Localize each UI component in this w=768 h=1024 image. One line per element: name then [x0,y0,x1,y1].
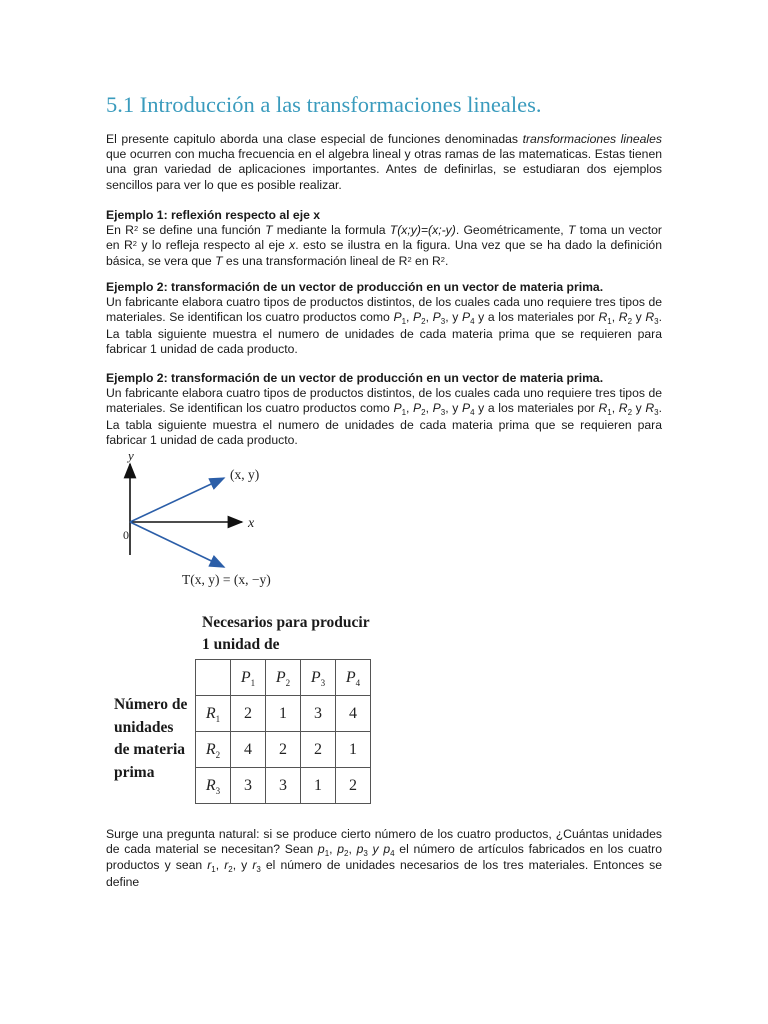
vector-arrow [130,478,224,522]
table-title-line-2: 1 unidad de [202,636,280,653]
table-corner-cell [196,660,231,696]
table-cell: 2 [301,732,336,768]
example-1-body: En $R^2$ se define una función T mediante la formula T(x;y)=(x;-y). Geométricamente, T toma un vector en $R^2$ y lo refleja respecto al eje x. esto se ilustra en la figura. Una vez que se ha dado la definición básica, se vera que T es una transformación lineal de $R^2$ en $R^2$. [106,223,662,268]
example-1 [106,208,662,269]
table-header-row [196,660,371,696]
col-header: $P_1$ [231,660,266,696]
example-2-repeat [106,371,662,448]
reflection-figure [108,450,298,590]
row-header: $R_2$ [196,732,231,768]
intro-paragraph [106,132,662,193]
col-header: $P_4$ [336,660,371,696]
vector-label: (x, y) [230,467,260,482]
table-cell: 1 [336,732,371,768]
table-row [196,732,371,768]
table-cell: 1 [301,768,336,804]
table-cell: 2 [266,732,301,768]
table-cell: 3 [301,696,336,732]
intro-text: El presente capitulo aborda una clase especial de funciones denominadas [106,132,523,146]
origin-label: 0 [123,528,129,542]
intro-emphasis: transformaciones lineales [522,132,662,146]
table-row [196,696,371,732]
y-axis-label: y [128,450,134,463]
reflected-vector-arrow [130,522,224,567]
materials-table [195,659,371,804]
section-title: 5.1 Introducción a las transformaciones lineales. [106,92,542,117]
example-2-heading-repeat: Ejemplo 2: transformación de un vector de producción en un vector de materia prima. [106,371,604,385]
table-row-label: Número de unidades de materia prima [114,696,188,781]
table-row [196,768,371,804]
example-2-first [106,280,662,357]
table-cell: 3 [266,768,301,804]
table-cell: 3 [231,768,266,804]
example-2-body: Un fabricante elabora cuatro tipos de productos distintos, de los cuales cada uno requiere tres tipos de materiales. Se identifican los cuatro productos como $P_1$, $P_2$, $P_3$, y $P_4$ y a los materiales por $R_1$, $R_2$ y $R_3$. La tabla siguiente muestra el numero de unidades de cada materia prima que se requieren para fabricar 1 unidad de cada producto. [106,295,662,356]
col-header: $P_2$ [266,660,301,696]
example-2-heading: Ejemplo 2: transformación de un vector de producción en un vector de materia prima. [106,280,604,294]
table-cell: 2 [231,696,266,732]
example-2-body-repeat: Un fabricante elabora cuatro tipos de productos distintos, de los cuales cada uno requiere tres tipos de materiales. Se identifican los cuatro productos como $P_1$, $P_2$, $P_3$, y $P_4$ y a los materiales por $R_1$, $R_2$ y $R_3$. La tabla siguiente muestra el numero de unidades de cada materia prima que se requieren para fabricar 1 unidad de cada producto. [106,386,662,447]
col-header: $P_3$ [301,660,336,696]
transform-label: T(x, y) = (x, −y) [182,572,271,587]
table-title-line-1: Necesarios para producir [202,614,370,631]
intro-text-rest: que ocurren con mucha frecuencia en el algebra lineal y otras ramas de las matematicas. Estas tienen una gran variedad de aplicaciones importantes. Antes de definirlas, se estudiaran dos ejemplos sencillos para ver lo que es posible realizar. [106,147,662,192]
table-cell: 4 [336,696,371,732]
closing-paragraph: Surge una pregunta natural: si se produce cierto número de los cuatro productos, ¿Cuántas unidades de cada material se necesitan? Sean $p_1$, $p_2$, $p_3$ y $p_4$ el número de artículos fabricados en los cuatro productos y sean $r_1$, $r_2$, y $r_3$ el número de unidades necesarios de los tres materiales. Entonces se define [106,827,663,889]
row-header: $R_1$ [196,696,231,732]
example-1-heading: Ejemplo 1: reflexión respecto al eje x [106,208,321,222]
table-cell: 1 [266,696,301,732]
x-axis-label: x [248,516,255,531]
table-cell: 4 [231,732,266,768]
materials-table-block [106,612,396,822]
table-cell: 2 [336,768,371,804]
row-header: $R_3$ [196,768,231,804]
